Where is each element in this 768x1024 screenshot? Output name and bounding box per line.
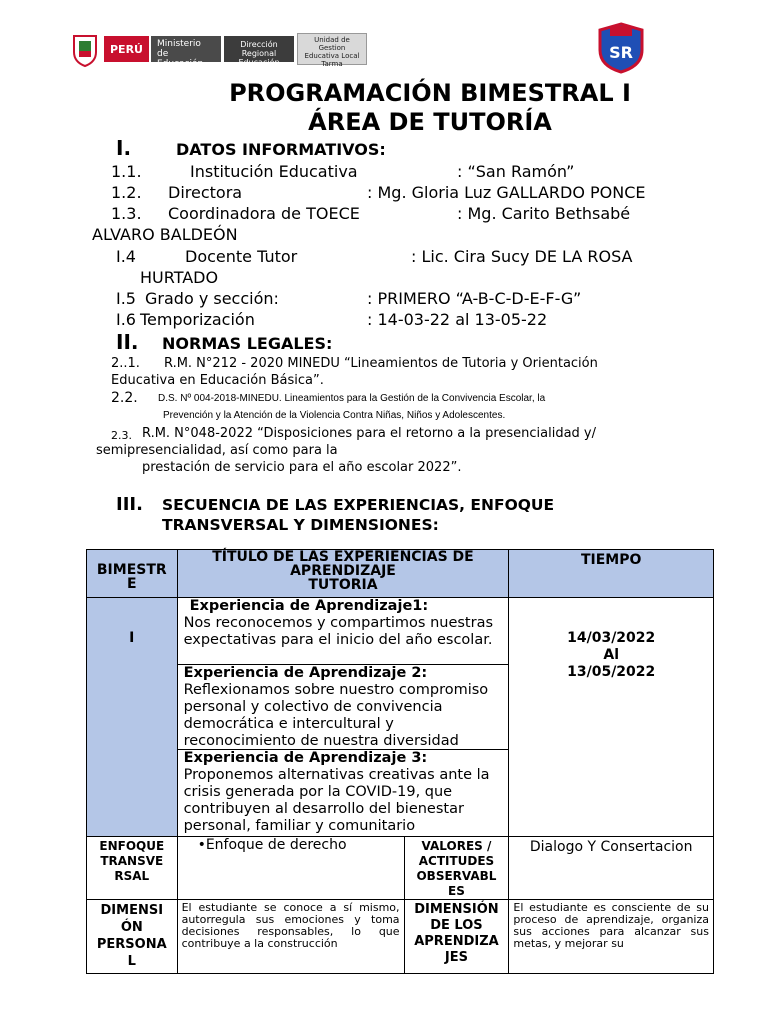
norma-1-cont: Educativa en Educación Básica”.	[111, 373, 324, 388]
norma-2-num: 2.2.	[111, 390, 138, 406]
page-title-line2: ÁREA DE TUTORÍA	[308, 108, 552, 136]
dimension-personal-label: DIMENSI ÓN PERSONA L	[87, 900, 178, 974]
dimension-aprendizajes-cell	[509, 900, 714, 974]
item-1-2-value: : Mg. Gloria Luz GALLARDO PONCE	[367, 183, 646, 202]
table-row	[87, 900, 714, 974]
tiempo-cell: 14/03/2022 Al 13/05/2022	[509, 598, 714, 837]
section2-heading: NORMAS LEGALES:	[162, 334, 333, 353]
school-logo-text: SR	[609, 43, 633, 62]
section1-num: I.	[116, 136, 132, 160]
section2-num: II.	[116, 330, 139, 354]
item-1-3-value: : Mg. Carito Bethsabé	[457, 204, 631, 223]
section1-heading: DATOS INFORMATIVOS:	[176, 140, 386, 159]
section3-num: III.	[116, 494, 143, 515]
experience-2: Experiencia de Aprendizaje 2: Reflexionamos sobre nuestro compromiso personal y colectivo de convivencia democrática e intercultural y reconocimiento de nuestra diversidad	[178, 665, 509, 750]
peru-coat-of-arms-icon	[70, 30, 100, 68]
item-1-5-label: Grado y sección:	[145, 289, 279, 308]
experience-3: Experiencia de Aprendizaje 3: Proponemos alternativas creativas ante la crisis generada por la COVID-19, que contribuyen al desarrollo del bienestar personal, familiar y comunitario	[183, 750, 490, 834]
item-1-3-cont: ALVARO BALDEÓN	[92, 225, 238, 244]
item-1-6-label: Temporización	[140, 310, 255, 329]
experiences-cell	[177, 598, 509, 837]
item-1-5-value: : PRIMERO “A-B-C-D-E-F-G”	[367, 289, 582, 308]
item-1-3-num: 1.3.	[111, 204, 142, 223]
valores-value: Dialogo Y Consertacion	[509, 837, 714, 900]
peru-label: PERÚ	[104, 36, 149, 62]
table-row	[87, 837, 714, 900]
dimension-aprendizajes-text: El estudiante es consciente de su proceso de aprendizaje, organiza sus acciones para alcanzar sus metas, y mejorar su	[513, 902, 709, 950]
ministerio-label: Ministerio de Educación	[151, 36, 221, 62]
item-1-5-num: I.5	[116, 289, 136, 308]
item-1-6-num: I.6	[116, 310, 136, 329]
norma-2-text: D.S. Nº 004-2018-MINEDU. Lineamientos para la Gestión de la Convivencia Escolar, la	[158, 393, 546, 404]
item-1-1-label: Institución Educativa	[190, 162, 358, 181]
table-row	[87, 598, 714, 837]
valores-label: VALORES / ACTITUDES OBSERVABL ES	[404, 837, 509, 900]
norma-3-num: 2.3.	[111, 429, 132, 442]
table-header-row	[87, 550, 714, 598]
dimension-aprendizajes-label: DIMENSIÓN DE LOS APRENDIZA JES	[404, 900, 509, 974]
section3-heading-line2: TRANSVERSAL Y DIMENSIONES:	[162, 516, 439, 534]
school-logo-icon	[596, 22, 646, 74]
item-1-4-cont: HURTADO	[140, 268, 219, 287]
header-logos	[70, 30, 367, 76]
norma-3-cont1: semipresencialidad, así como para la	[96, 443, 338, 458]
item-1-2-label: Directora	[168, 183, 243, 202]
item-1-4-num: I.4	[116, 247, 136, 266]
bimestre-value: I	[87, 598, 178, 837]
dimension-personal-cell	[177, 900, 404, 974]
item-1-6-value: : 14-03-22 al 13-05-22	[367, 310, 548, 329]
section3-heading-line1: SECUENCIA DE LAS EXPERIENCIAS, ENFOQUE	[162, 496, 555, 514]
item-1-2-num: 1.2.	[111, 183, 142, 202]
item-1-3-label: Coordinadora de TOECE	[168, 204, 360, 223]
enfoque-label: ENFOQUE TRANSVE RSAL	[87, 837, 178, 900]
experience-1: Experiencia de Aprendizaje1: Nos reconocemos y compartimos nuestras expectativas para el inicio del año escolar.	[178, 598, 509, 665]
norma-1-text: R.M. N°212 - 2020 MINEDU “Lineamientos de Tutoria y Orientación	[164, 356, 598, 371]
item-1-4-value: : Lic. Cira Sucy DE LA ROSA	[411, 247, 633, 266]
header-titulo: TÍTULO DE LAS EXPERIENCIAS DE APRENDIZAJE TUTORIA	[177, 550, 509, 598]
header-bimestre: BIMESTR E	[87, 550, 178, 598]
dre-label: Dirección Regional Educación Junín	[224, 36, 294, 62]
dimension-personal-text: El estudiante se conoce a sí mismo, autorregula sus emociones y toma decisiones responsables, lo que contribuye a la construcción	[181, 902, 400, 950]
norma-3-text: R.M. N°048-2022 “Disposiciones para el retorno a la presencialidad y/	[142, 426, 597, 441]
item-1-4-label: Docente Tutor	[185, 247, 298, 266]
ugel-label: Unidad de Gestion Educativa Local Tarma	[297, 33, 367, 65]
page-title-line1: PROGRAMACIÓN BIMESTRAL I	[229, 79, 631, 107]
item-1-1-num: 1.1.	[111, 162, 142, 181]
norma-2-cont: Prevención y la Atención de la Violencia Contra Niñas, Niños y Adolescentes.	[163, 410, 506, 421]
item-1-1-value: : “San Ramón”	[457, 162, 575, 181]
norma-3-cont2: prestación de servicio para el año escolar 2022”.	[142, 460, 462, 475]
norma-1-num: 2..1.	[111, 356, 140, 371]
enfoque-value: •Enfoque de derecho	[177, 837, 404, 900]
header-tiempo: TIEMPO	[509, 550, 714, 598]
experiences-table	[86, 549, 714, 974]
